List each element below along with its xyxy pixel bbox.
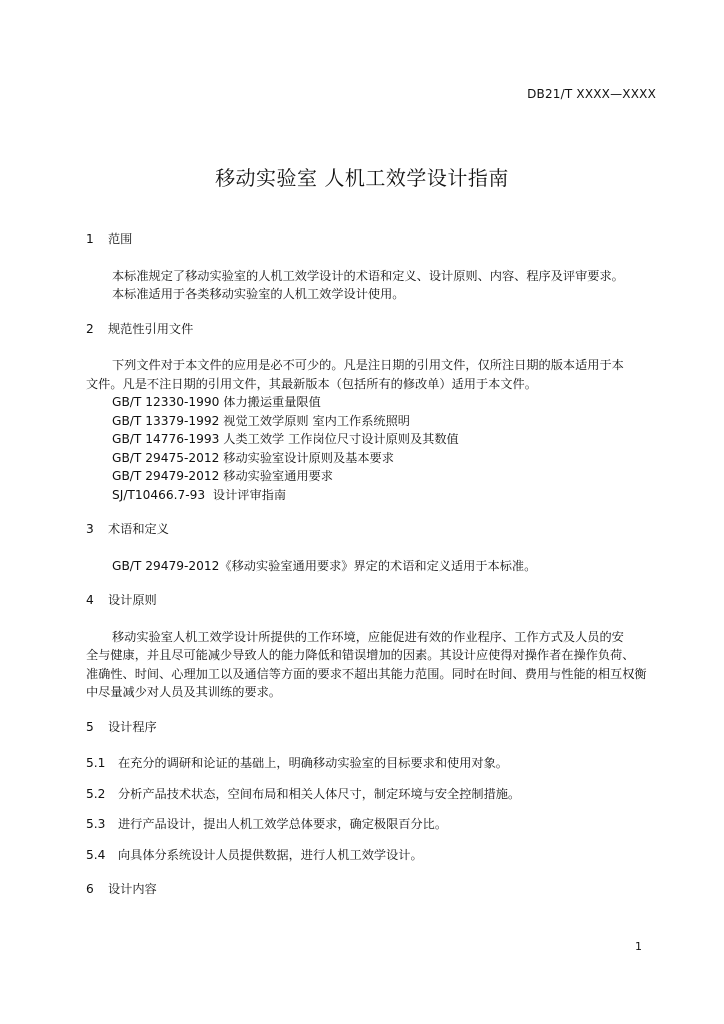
subsection-number: 5.1 <box>86 756 106 770</box>
reference-item: SJ/T10466.7-93 设计评审指南 <box>112 487 287 502</box>
section-3-heading <box>86 520 654 539</box>
section-4-heading <box>86 591 654 610</box>
reference-item: GB/T 13379-1992 视觉工效学原则 室内工作系统照明 <box>112 413 410 428</box>
subsection-number: 5.4 <box>86 847 106 862</box>
section-title: 术语和定义 <box>108 522 169 536</box>
subsection-text: 进行产品设计，提出人机工效学总体要求，确定极限百分比。 <box>118 817 448 831</box>
section-2-paragraph-line: 文件。凡是不注日期的引用文件，其最新版本（包括所有的修改单）适用于本文件。 <box>86 376 537 391</box>
subsection-item <box>86 754 654 773</box>
reference-item: GB/T 29475-2012 移动实验室设计原则及基本要求 <box>112 450 394 465</box>
document-body <box>86 230 654 899</box>
section-1-paragraph: 本标准适用于各类移动实验室的人机工效学设计使用。 <box>112 287 405 301</box>
section-4-paragraph-line: 全与健康，并且尽可能减少导致人的能力降低和错误增加的因素。其设计应使得对操作者在操作负荷、 <box>86 648 635 662</box>
section-2-heading <box>86 320 654 339</box>
section-3-paragraph: GB/T 29479-2012《移动实验室通用要求》界定的术语和定义适用于本标准。 <box>112 558 537 573</box>
reference-item: GB/T 12330-1990 体力搬运重量限值 <box>112 395 321 409</box>
section-number: 4 <box>86 593 94 607</box>
section-4-paragraph-line: 准确性、时间、心理加工以及通信等方面的要求不超出其能力范围。同时在时间、费用与性能的相互权衡 <box>86 666 647 681</box>
subsection-item <box>86 846 654 865</box>
section-title: 设计程序 <box>108 719 157 734</box>
subsection-number: 5.2 <box>86 786 106 801</box>
section-4-paragraph-line: 移动实验室人机工效学设计所提供的工作环境，应能促进有效的作业程序、工作方式及人员的安 <box>112 629 624 644</box>
document-title: 移动实验室 人机工效学设计指南 <box>215 166 509 190</box>
subsection-text: 在充分的调研和论证的基础上，明确移动实验室的目标要求和使用对象。 <box>118 756 508 770</box>
subsection-text: 向具体分系统设计人员提供数据，进行人机工效学设计。 <box>118 847 423 862</box>
section-4-paragraph-line: 中尽量减少对人员及其训练的要求。 <box>86 685 281 699</box>
section-title: 范围 <box>108 232 133 246</box>
subsection-item <box>86 785 654 804</box>
subsection-item <box>86 815 654 834</box>
section-title: 设计原则 <box>108 593 157 607</box>
section-6-heading <box>86 880 654 899</box>
reference-item: GB/T 29479-2012 移动实验室通用要求 <box>112 469 333 483</box>
section-number: 5 <box>86 719 94 734</box>
page-number: 1 <box>635 940 642 953</box>
document-code: DB21/T XXXX—XXXX <box>527 87 656 101</box>
section-title: 设计内容 <box>108 882 157 896</box>
section-number: 3 <box>86 522 94 536</box>
reference-item: GB/T 14776-1993 人类工效学 工作岗位尺寸设计原则及其数值 <box>112 432 459 446</box>
subsection-number: 5.3 <box>86 817 106 831</box>
section-title: 规范性引用文件 <box>108 321 194 336</box>
section-5-heading <box>86 718 654 737</box>
section-1-paragraph: 本标准规定了移动实验室的人机工效学设计的术语和定义、设计原则、内容、程序及评审要求。 <box>112 268 624 283</box>
section-number: 2 <box>86 321 94 336</box>
section-1-heading <box>86 230 654 249</box>
subsection-text: 分析产品技术状态，空间布局和相关人体尺寸，制定环境与安全控制措施。 <box>118 786 521 801</box>
section-number: 1 <box>86 232 94 246</box>
section-number: 6 <box>86 882 94 896</box>
section-2-paragraph-line: 下列文件对于本文件的应用是必不可少的。凡是注日期的引用文件，仅所注日期的版本适用于本 <box>112 358 624 372</box>
